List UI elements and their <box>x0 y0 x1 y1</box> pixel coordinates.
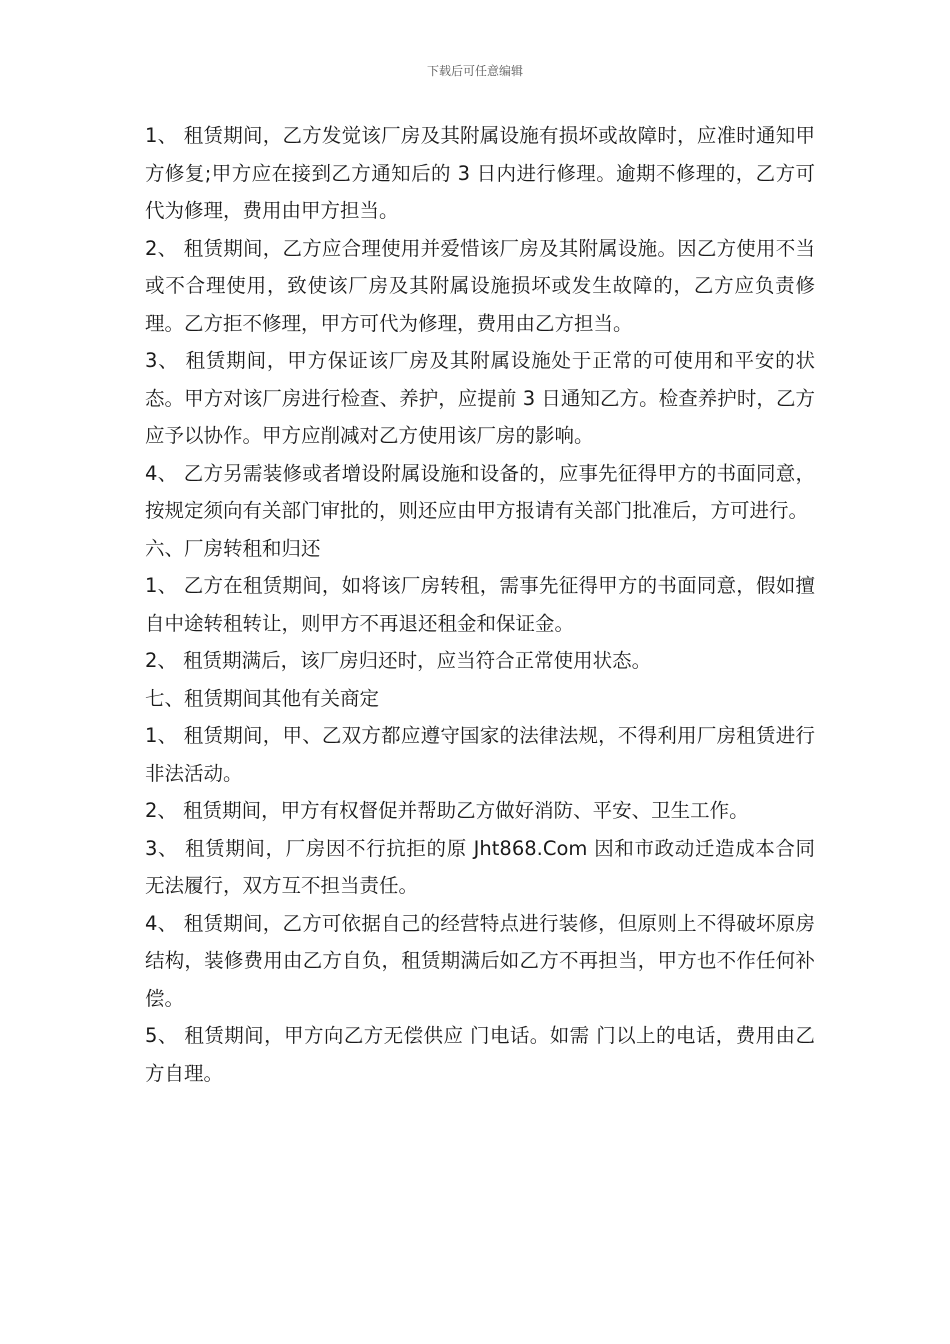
page-header: 下载后可任意编辑 <box>426 64 523 78</box>
clause-paragraph: 2、 租赁期间，甲方有权督促并帮助乙方做好消防、平安、卫生工作。 <box>145 799 749 822</box>
clause-paragraph: 1、 乙方在租赁期间，如将该厂房转租，需事先征得甲方的书面同意，假如擅自中途转租转让，则甲方不再退还租金和保证金。 <box>145 574 815 635</box>
clause-paragraph: 3、 租赁期间，厂房因不行抗拒的原 Jht868.Com 因和市政动迁造成本合同无法履行，双方互不担当责任。 <box>145 836 815 897</box>
section-heading: 六、厂房转租和归还 <box>145 536 321 560</box>
clause-paragraph: 1、 租赁期间，甲、乙双方都应遵守国家的法律法规，不得利用厂房租赁进行非法活动。 <box>145 724 815 785</box>
clause-paragraph: 3、 租赁期间，甲方保证该厂房及其附属设施处于正常的可使用和平安的状态。甲方对该厂房进行检查、养护，应提前 3 日通知乙方。检查养护时，乙方应予以协作。甲方应削减对乙方使用该厂房的影响。 <box>145 349 815 447</box>
clause-paragraph: 5、 租赁期间，甲方向乙方无偿供应 门电话。如需 门以上的电话，费用由乙方自理。 <box>145 1024 815 1085</box>
clause-paragraph: 2、 租赁期满后，该厂房归还时，应当符合正常使用状态。 <box>145 649 652 672</box>
clause-paragraph: 2、 租赁期间，乙方应合理使用并爱惜该厂房及其附属设施。因乙方使用不当或不合理使用，致使该厂房及其附属设施损坏或发生故障的，乙方应负责修理。乙方拒不修理，甲方可代为修理，费用由乙方担当。 <box>145 236 815 335</box>
document-body <box>145 117 815 1092</box>
clause-paragraph: 4、 乙方另需装修或者增设附属设施和设备的，应事先征得甲方的书面同意，按规定须向有关部门审批的，则还应由甲方报请有关部门批准后，方可进行。 <box>145 461 815 522</box>
clause-paragraph: 1、 租赁期间，乙方发觉该厂房及其附属设施有损坏或故障时，应准时通知甲方修复;甲方应在接到乙方通知后的 3 日内进行修理。逾期不修理的，乙方可代为修理，费用由甲方担当。 <box>145 124 815 222</box>
clause-paragraph: 4、 租赁期间，乙方可依据自己的经营特点进行装修，但原则上不得破坏原房结构，装修费用由乙方自负，租赁期满后如乙方不再担当，甲方也不作任何补偿。 <box>145 911 815 1010</box>
section-heading: 七、租赁期间其他有关商定 <box>145 686 380 710</box>
